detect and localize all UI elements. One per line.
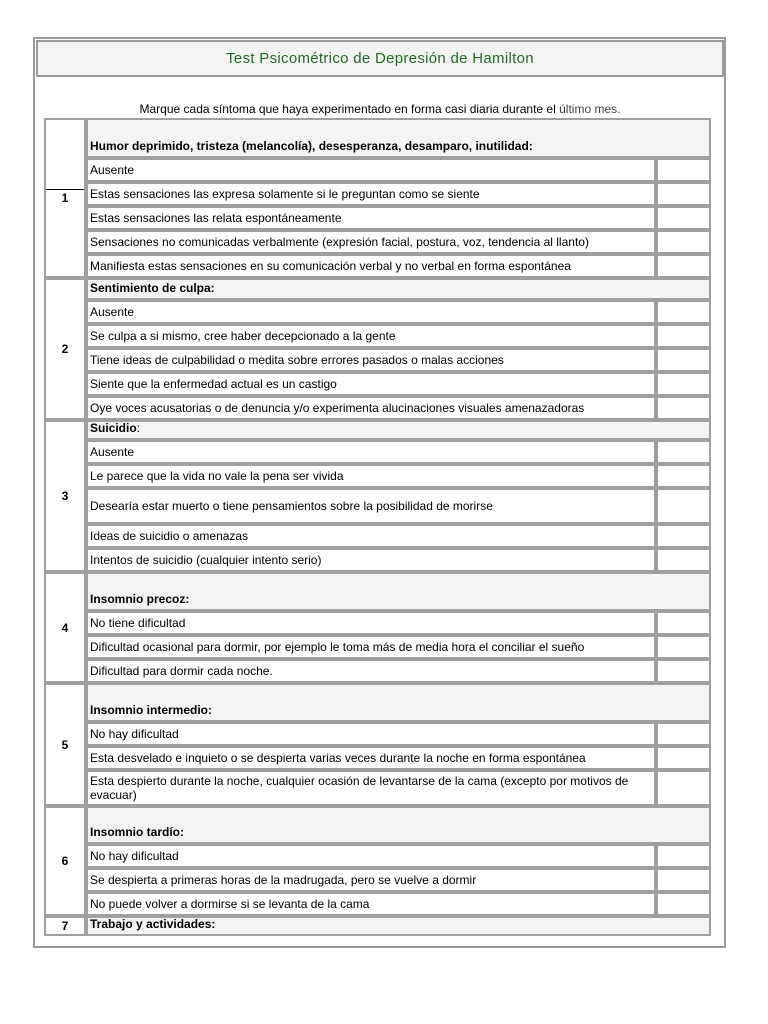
option-label: Esta despierto durante la noche, cualquier ocasión de levantarse de la cama (excepto por motivos de evacuar) [90,774,629,802]
option-checkbox-cell[interactable] [656,844,711,868]
option-checkbox-cell[interactable] [656,892,711,916]
option-row[interactable] [86,868,656,892]
option-row[interactable] [86,158,656,182]
option-label: No puede volver a dormirse si se levanta de la cama [90,897,370,911]
question-heading-text: Sentimiento de culpa: [90,281,215,295]
option-row[interactable] [86,372,656,396]
option-checkbox-cell[interactable] [656,230,711,254]
option-checkbox-cell[interactable] [656,206,711,230]
option-checkbox-cell[interactable] [656,396,711,420]
divider [46,189,84,190]
question-number-cell [44,118,86,278]
option-label: Dificultad para dormir cada noche. [90,664,273,678]
option-checkbox-cell[interactable] [656,300,711,324]
question-heading [86,683,711,722]
option-row[interactable] [86,611,656,635]
option-checkbox-cell[interactable] [656,464,711,488]
option-label: Ausente [90,163,135,177]
option-label: Oye voces acusatorias o de denuncia y/o experimenta alucinaciones visuales amenazadoras [90,401,585,415]
question-heading-text: Trabajo y actividades: [90,917,216,931]
option-checkbox-cell[interactable] [656,868,711,892]
option-label: No tiene dificultad [90,616,186,630]
option-label: Manifiesta estas sensaciones en su comunicación verbal y no verbal en forma espontánea [90,259,571,273]
option-checkbox-cell[interactable] [656,770,711,806]
option-row[interactable] [86,548,656,572]
instructions-text: Marque cada síntoma que haya experimentado en forma casi diaria durante el [139,102,556,116]
question-heading [86,118,711,158]
question-heading-text: Humor deprimido, tristeza (melancolía), desesperanza, desamparo, inutilidad: [90,139,533,153]
question-heading-suffix: : [136,421,141,435]
question-number: 5 [61,737,69,752]
question-number-cell [44,806,86,916]
option-row[interactable] [86,635,656,659]
option-row[interactable] [86,254,656,278]
option-row[interactable] [86,182,656,206]
option-label: No hay dificultad [90,727,179,741]
question-heading [86,806,711,844]
option-row[interactable] [86,324,656,348]
title-box [36,40,724,77]
option-label: Ideas de suicidio o amenazas [90,529,249,543]
option-checkbox-cell[interactable] [656,524,711,548]
option-row[interactable] [86,230,656,254]
option-row[interactable] [86,892,656,916]
question-number: 7 [61,919,69,933]
option-label: Intentos de suicidio (cualquier intento serio) [90,553,322,567]
option-row[interactable] [86,300,656,324]
instructions [36,102,724,116]
option-checkbox-cell[interactable] [656,635,711,659]
question-heading-text: Suicidio [90,421,137,435]
question-number-cell [44,420,86,572]
option-row[interactable] [86,464,656,488]
option-checkbox-cell[interactable] [656,746,711,770]
question-number: 6 [61,854,69,868]
option-label: Estas sensaciones las relata espontáneamente [90,211,342,225]
instructions-period: último mes. [559,102,621,116]
option-label: Se culpa a si mismo, cree haber decepcionado a la gente [90,329,396,343]
option-checkbox-cell[interactable] [656,182,711,206]
option-row[interactable] [86,524,656,548]
question-heading [86,572,711,611]
question-number-cell [44,683,86,806]
option-row[interactable] [86,722,656,746]
question-heading [86,420,711,440]
option-label: Ausente [90,445,135,459]
option-checkbox-cell[interactable] [656,158,711,182]
question-number: 2 [61,342,69,356]
option-checkbox-cell[interactable] [656,659,711,683]
question-heading-text: Insomnio tardío: [90,825,184,839]
option-row[interactable] [86,440,656,464]
option-row[interactable] [86,770,656,806]
option-label: Sensaciones no comunicadas verbalmente (expresión facial, postura, voz, tendencia al llanto) [90,235,589,249]
option-checkbox-cell[interactable] [656,372,711,396]
option-row[interactable] [86,659,656,683]
option-checkbox-cell[interactable] [656,548,711,572]
question-number-cell [44,572,86,683]
option-label: Ausente [90,305,135,319]
question-number-cell [44,916,86,936]
question-number: 4 [61,620,69,635]
question-heading [86,278,711,300]
option-checkbox-cell[interactable] [656,348,711,372]
page-title: Test Psicométrico de Depresión de Hamilton [226,50,534,67]
question-heading-text: Insomnio precoz: [90,592,190,606]
question-number: 1 [61,191,69,205]
option-checkbox-cell[interactable] [656,722,711,746]
option-row[interactable] [86,844,656,868]
option-checkbox-cell[interactable] [656,488,711,524]
option-label: No hay dificultad [90,849,179,863]
option-row[interactable] [86,746,656,770]
option-label: Siente que la enfermedad actual es un castigo [90,377,337,391]
option-label: Estas sensaciones las expresa solamente si le preguntan como se siente [90,187,480,201]
option-row[interactable] [86,348,656,372]
option-checkbox-cell[interactable] [656,611,711,635]
option-label: Dificultad ocasional para dormir, por ejemplo le toma más de media hora el conciliar el sueño [90,640,585,654]
question-heading-text: Insomnio intermedio: [90,703,213,717]
option-label: Desearía estar muerto o tiene pensamientos sobre la posibilidad de morirse [90,499,493,513]
question-number-cell [44,278,86,420]
option-row[interactable] [86,396,656,420]
option-checkbox-cell[interactable] [656,254,711,278]
option-label: Le parece que la vida no vale la pena ser vivida [90,469,344,483]
question-number: 3 [61,489,69,503]
option-row[interactable] [86,206,656,230]
option-row[interactable] [86,488,656,524]
question-heading [86,916,711,936]
option-label: Esta desvelado e inquieto o se despierta varias veces durante la noche en forma espontánea [90,751,586,765]
option-label: Tiene ideas de culpabilidad o medita sobre errores pasados o malas acciones [90,353,504,367]
option-checkbox-cell[interactable] [656,324,711,348]
option-label: Se despierta a primeras horas de la madrugada, pero se vuelve a dormir [90,873,477,887]
option-checkbox-cell[interactable] [656,440,711,464]
